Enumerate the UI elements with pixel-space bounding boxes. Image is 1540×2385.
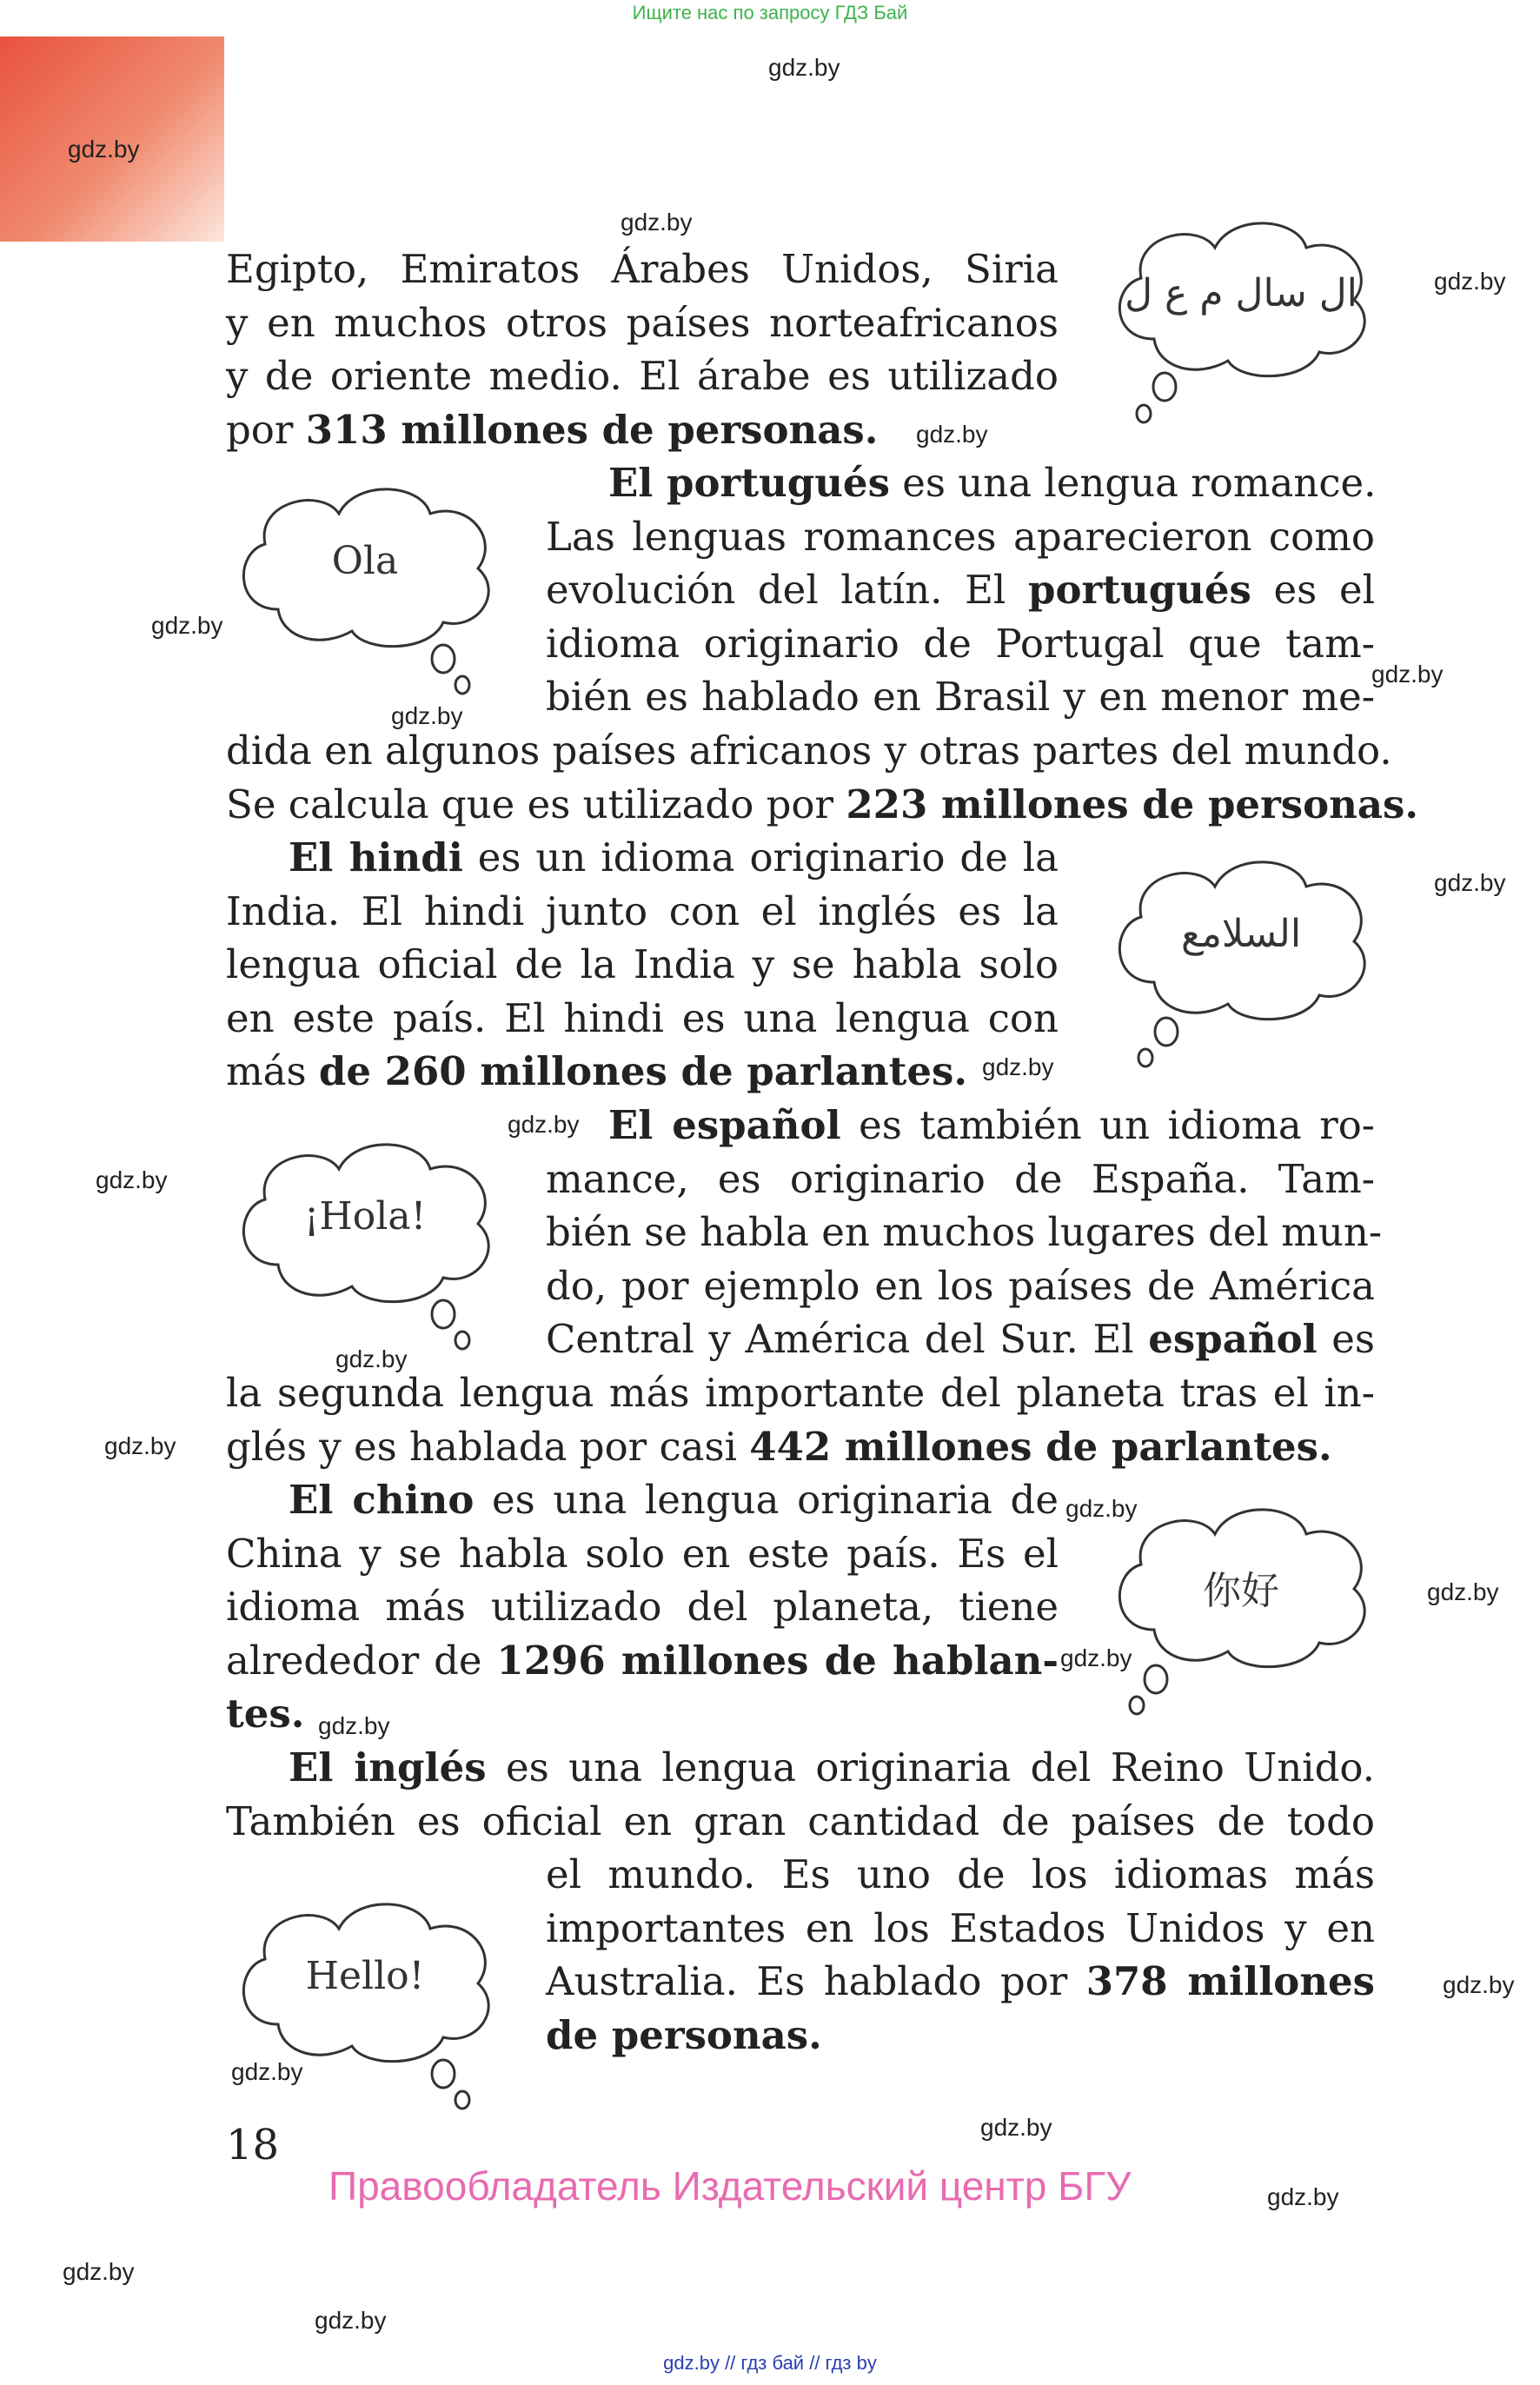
watermark: gdz.by: [315, 2307, 387, 2334]
text-line: dida en algunos países africanos y otras partes del mundo.: [226, 727, 1392, 774]
paragraph-chino: [226, 1473, 1059, 1741]
watermark: gdz.by: [621, 209, 693, 236]
text-span: es una lengua romance.: [889, 460, 1377, 506]
text-line: [226, 1045, 1059, 1099]
text-span: es una lengua originaria de: [474, 1477, 1059, 1523]
bold-text: 442 millones de parlantes.: [749, 1423, 1332, 1470]
watermark: gdz.by: [63, 2258, 135, 2285]
greeting-arabic-2: السلامع: [1180, 912, 1302, 956]
watermark: gdz.by: [1065, 1495, 1138, 1522]
text-span: alrededor de: [226, 1637, 497, 1684]
text-span: glés y es hablada por casi: [226, 1423, 750, 1470]
text-line: lengua oficial de la India y se habla solo: [226, 941, 1059, 987]
bold-text: tes.: [226, 1691, 305, 1737]
bold-text: 313 millones de personas.: [305, 406, 879, 453]
watermark: gdz.by: [1434, 869, 1506, 896]
watermark: gdz.by: [1434, 268, 1506, 295]
watermark: gdz.by: [1267, 2183, 1339, 2210]
text-line: [226, 1473, 1059, 1527]
text-line: y de oriente medio. El árabe es utilizado: [226, 353, 1059, 399]
watermark: gdz.by: [768, 54, 840, 81]
text-span: por: [226, 406, 306, 453]
text-line: Las lenguas romances aparecieron como: [546, 513, 1375, 560]
paragraph-ingles-bottom: [546, 1848, 1375, 2062]
bold-text: 1296 millones de hablan-: [496, 1637, 1059, 1684]
text-span: Se calcula que es utilizado por: [226, 781, 846, 827]
text-span: es también un idioma ro-: [840, 1102, 1376, 1148]
text-span: Central y América del Sur. El: [546, 1316, 1149, 1362]
thought-cloud-icon: [226, 475, 504, 702]
bold-text: 378 millones: [1085, 1958, 1375, 2004]
watermark: gdz.by: [391, 702, 463, 729]
text-line: en este país. El hindi es una lengua con: [226, 994, 1059, 1041]
watermark: gdz.by: [318, 1712, 390, 1739]
thought-cloud-icon: [1102, 847, 1380, 1075]
thought-cloud-ola: [226, 475, 504, 702]
bold-text: El hindi: [289, 834, 463, 880]
text-span: es una lengua originaria del Reino Unido.: [486, 1744, 1375, 1790]
bold-text: El español: [608, 1102, 841, 1148]
watermark: gdz.by: [1427, 1578, 1499, 1605]
text-line: [226, 1420, 1375, 1474]
text-line: el mundo. Es uno de los idiomas más: [546, 1851, 1375, 1897]
watermark: gdz.by: [1371, 661, 1444, 688]
text-line: [546, 456, 1375, 510]
greeting-portuguese: Ola: [331, 539, 399, 583]
paragraph-arabic-end: [226, 242, 1059, 456]
paragraph-hindi: [226, 831, 1059, 1099]
paragraph-ingles-top: [226, 1741, 1375, 1848]
text-line: [546, 1099, 1375, 1153]
watermark: gdz.by: [68, 136, 140, 163]
greeting-chinese: 你好: [1203, 1569, 1279, 1613]
bold-text: El inglés: [289, 1744, 487, 1790]
text-line: [546, 563, 1375, 617]
paragraph-portugues-top: [546, 456, 1375, 724]
bottom-links[interactable]: gdz.by // гдз бай // гдз by: [663, 2352, 877, 2374]
thought-cloud-arabic: [1102, 209, 1380, 426]
watermark: gdz.by: [1443, 1971, 1515, 1998]
thought-cloud-chinese: [1102, 1495, 1380, 1723]
text-line: do, por ejemplo en los países de América: [546, 1262, 1375, 1309]
top-note: Ищите нас по запросу ГДЗ Бай: [632, 2, 908, 23]
text-span: es: [1317, 1316, 1376, 1362]
text-line: mance, es originario de España. Tam-: [546, 1155, 1375, 1202]
thought-cloud-arabic-2: [1102, 847, 1380, 1075]
watermark: gdz.by: [151, 612, 223, 639]
text-line: [226, 778, 1418, 832]
bold-text: portugués: [1028, 567, 1251, 613]
bold-text: El chino: [289, 1477, 475, 1523]
text-span: es un idioma originario de la: [462, 834, 1059, 880]
text-line: [226, 831, 1059, 885]
watermark: gdz.by: [104, 1432, 176, 1459]
text-line: [226, 1634, 1059, 1688]
watermark: gdz.by: [980, 2114, 1052, 2141]
greeting-english: Hello!: [305, 1954, 425, 1998]
text-line: idioma más utilizado del planeta, tiene: [226, 1584, 1059, 1630]
text-line: [546, 1955, 1375, 2009]
text-line: Egipto, Emiratos Árabes Unidos, Siria: [226, 246, 1059, 292]
text-line: la segunda lengua más importante del planeta tras el in-: [226, 1370, 1375, 1416]
text-span: Australia. Es hablado por: [546, 1958, 1086, 2004]
paragraph-espanol-bottom: [226, 1366, 1375, 1473]
watermark: gdz.by: [916, 421, 988, 448]
text-span: evolución del latín. El: [546, 567, 1029, 613]
paragraph-portugues-bottom: [226, 724, 1418, 831]
text-line: [226, 1687, 1059, 1741]
text-line: [226, 1741, 1375, 1795]
text-line: [546, 1312, 1375, 1366]
text-line: importantes en los Estados Unidos y en: [546, 1904, 1375, 1951]
text-span: más: [226, 1048, 319, 1094]
thought-cloud-hola: [226, 1130, 504, 1358]
bold-text: de 260 millones de parlantes.: [318, 1048, 968, 1094]
text-line: bién es hablado en Brasil y en menor me-: [546, 674, 1375, 720]
paragraph-espanol-top: [546, 1099, 1383, 1366]
watermark: gdz.by: [1060, 1644, 1132, 1671]
watermark: gdz.by: [508, 1111, 580, 1138]
text-line: China y se habla solo en este país. Es el: [226, 1530, 1059, 1577]
bold-text: El portugués: [608, 460, 890, 506]
greeting-spanish: ¡Hola!: [303, 1194, 427, 1239]
thought-cloud-hello: [226, 1890, 504, 2117]
text-line: También es oficial en gran cantidad de países de todo: [226, 1797, 1375, 1844]
thought-cloud-icon: [226, 1130, 504, 1358]
text-line: [546, 2009, 1375, 2063]
page-number: 18: [226, 2121, 280, 2169]
thought-cloud-icon: [226, 1890, 504, 2117]
text-line: India. El hindi junto con el inglés es la: [226, 887, 1059, 934]
text-line: y en muchos otros países norteafricanos: [226, 299, 1059, 346]
watermark: gdz.by: [335, 1345, 408, 1372]
copyright-footer: Правообладатель Издательский центр БГУ: [329, 2163, 1132, 2209]
thought-cloud-icon: [1102, 209, 1380, 426]
watermark: gdz.by: [231, 2058, 303, 2085]
text-line: bién se habla en muchos lugares del mun-: [546, 1209, 1383, 1255]
bold-text: español: [1148, 1316, 1318, 1362]
text-line: [226, 403, 1059, 457]
bold-text: 223 millones de personas.: [846, 781, 1418, 827]
bold-text: de personas.: [546, 2011, 822, 2058]
watermark: gdz.by: [982, 1053, 1054, 1080]
greeting-arabic-1: ال سال م ع ل: [1125, 271, 1357, 316]
text-span: es el: [1251, 567, 1375, 613]
watermark: gdz.by: [96, 1166, 168, 1193]
text-line: idioma originario de Portugal que tam-: [546, 620, 1375, 667]
